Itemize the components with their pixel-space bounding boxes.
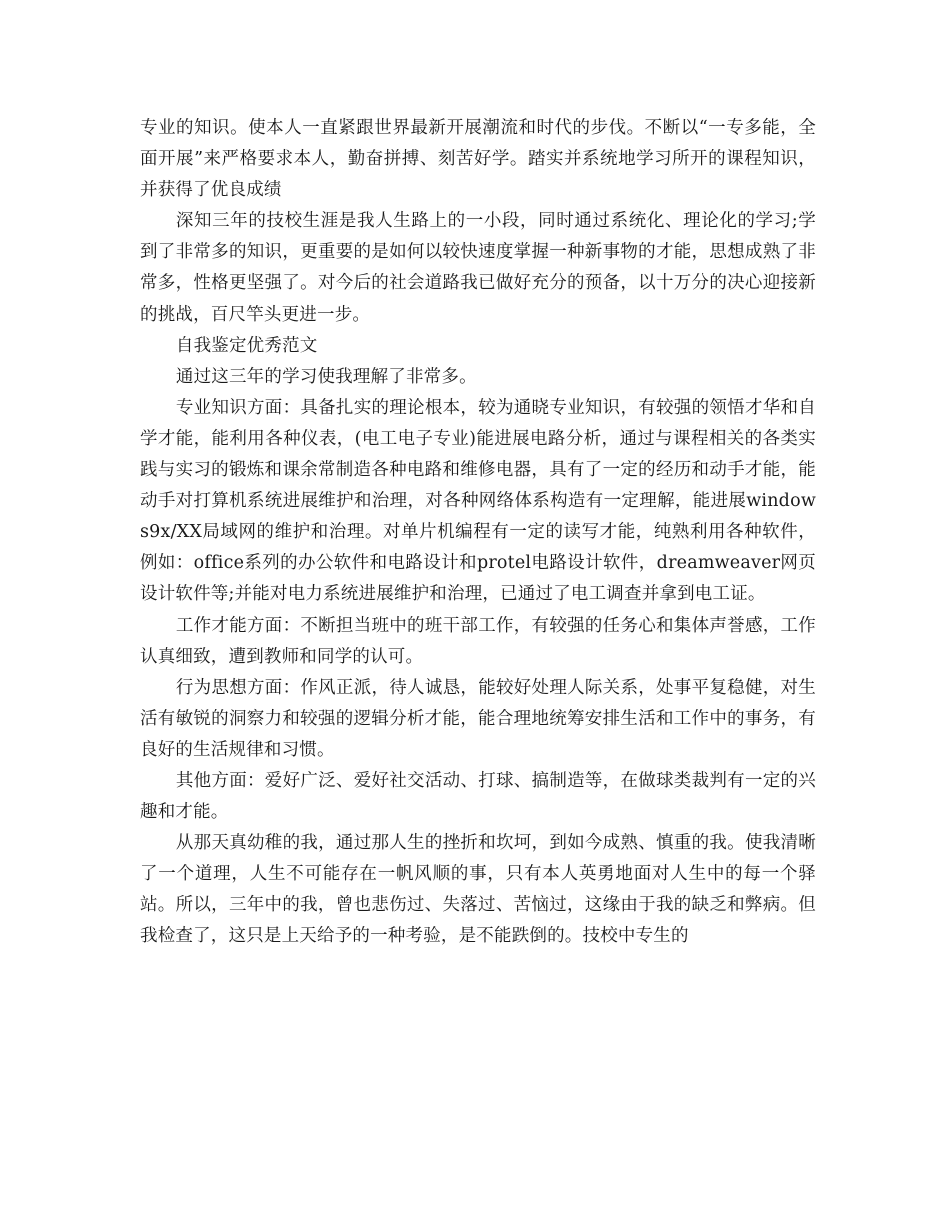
paragraph-other-aspects: 其他方面：爱好广泛、爱好社交活动、打球、搞制造等，在做球类裁判有一定的兴趣和才能。 <box>140 770 816 823</box>
paragraph-continuation: 专业的知识。使本人一直紧跟世界最新开展潮流和时代的步伐。不断以“一专多能，全面开展”来严格要求本人，勤奋拼搏、刻苦好学。踏实并系统地学习所开的课程知识，并获得了优良成绩 <box>140 118 816 201</box>
section-heading: 自我鉴定优秀范文 <box>175 335 318 356</box>
paragraph-professional-knowledge: 专业知识方面：具备扎实的理论根本，较为通晓专业知识，有较强的领悟才华和自学才能，能利用各种仪表，(电工电子专业)能进展电路分析，通过与课程相关的各类实践与实习的锻炼和课余常制造各种电路和维修电器，具有了一定的经历和动手才能，能动手对打算机系统进展维护和治理，对各种网络体系构造有一定理解，能进展windows9x/XX局域网的维护和治理。对单片机编程有一定的读写才能，纯熟利用各种软件，例如：office系列的办公软件和电路设计和protel电路设计软件，dreamweaver网页设计软件等;并能对电力系统进展维护和治理，已通过了电工调查并拿到电工证。 <box>140 397 816 605</box>
document-page <box>140 113 816 953</box>
paragraph-intro: 通过这三年的学习使我理解了非常多。 <box>175 366 477 387</box>
paragraph-growth: 从那天真幼稚的我，通过那人生的挫折和坎坷，到如今成熟、慎重的我。使我清晰了一个道理，人生不可能存在一帆风顺的事，只有本人英勇地面对人生中的每一个驿站。所以，三年中的我，曾也悲伤过、失落过、苦恼过，这缘由于我的缺乏和弊病。但我检查了，这只是上天给予的一种考验，是不能跌倒的。技校中专生的 <box>140 833 816 947</box>
paragraph-technical-school-reflection: 深知三年的技校生涯是我人生路上的一小段，同时通过系统化、理论化的学习;学到了非常多的知识，更重要的是如何以较快速度掌握一种新事物的才能，思想成熟了非常多，性格更坚强了。对今后的社会道路我已做好充分的预备，以十万分的决心迎接新的挑战，百尺竿头更进一步。 <box>140 211 816 325</box>
paragraph-conduct-thought: 行为思想方面：作风正派，待人诚恳，能较好处理人际关系，处事平复稳健，对生活有敏锐的洞察力和较强的逻辑分析才能，能合理地统筹安排生活和工作中的事务，有良好的生活规律和习惯。 <box>140 677 816 760</box>
paragraph-work-ability: 工作才能方面：不断担当班中的班干部工作，有较强的任务心和集体声誉感，工作认真细致，遭到教师和同学的认可。 <box>140 615 816 667</box>
